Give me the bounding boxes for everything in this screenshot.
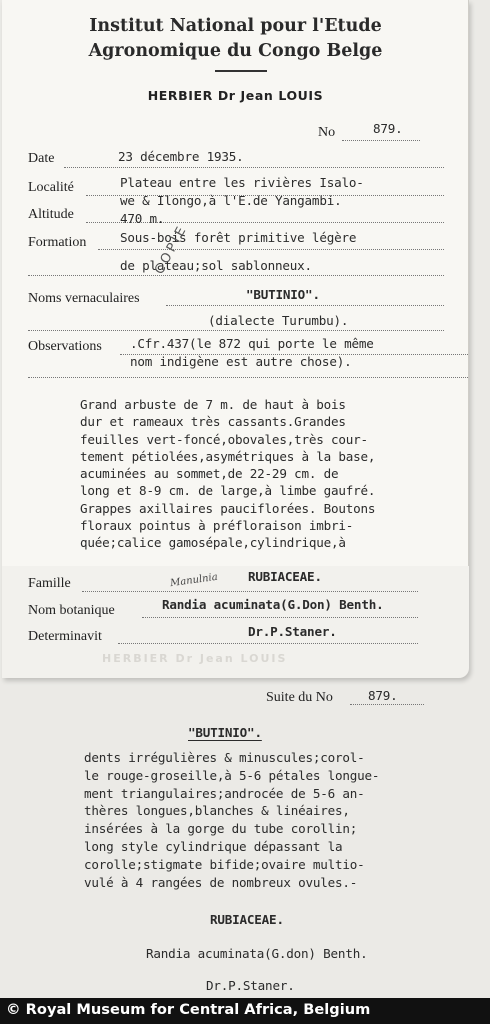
continuation-determinavit: Dr.P.Staner.	[206, 978, 295, 993]
description-line: Grappes axillaires pauciflorées. Boutons	[80, 500, 376, 516]
formation-dotted-line1	[98, 249, 444, 250]
number-label: No	[318, 125, 336, 140]
date-label: Date	[28, 151, 55, 166]
vernacular-dotted-line1	[166, 305, 444, 306]
institution-name-line2: Agronomique du Congo Belge	[88, 41, 383, 61]
number-value: 879.	[373, 121, 403, 136]
determinavit-dotted-line	[118, 643, 418, 644]
continuation-line: vulé à 4 rangées de nombreux ovules.-	[84, 874, 358, 890]
formation-value-line2: de plateau;sol sablonneux.	[120, 258, 312, 273]
continuation-line: le rouge-groseille,à 5-6 pétales longue-	[84, 767, 380, 783]
number-dotted-line	[342, 140, 420, 141]
locality-value-line1: Plateau entre les rivières Isalo-	[120, 175, 364, 190]
description-line: dur et rameaux très cassants.Grandes	[80, 414, 346, 430]
observations-value-line2: nom indigène est autre chose).	[130, 354, 352, 369]
continuation-line: thères longues,blanches & linéaires,	[84, 803, 350, 819]
family-dotted-line	[82, 591, 418, 592]
continuation-line: insérées à la gorge du tube corollin;	[84, 821, 358, 837]
continuation-paragraph	[84, 750, 379, 892]
determinavit-label: Determinavit	[28, 629, 102, 644]
date-value: 23 décembre 1935.	[118, 149, 244, 164]
continuation-heading: "BUTINIO".	[188, 725, 262, 740]
description-line: quée;calice gamosépale,cylindrique,à	[80, 535, 346, 551]
copie-stamp: COPIE	[152, 222, 191, 278]
locality-value-line2: we & Ilongo,à l'E.de Yangambi.	[120, 193, 342, 208]
observations-value-line1: .Cfr.437(le 872 qui porte le même	[130, 336, 374, 351]
vernacular-label: Noms vernaculaires	[28, 291, 140, 306]
suite-label: Suite du No	[266, 690, 333, 705]
description-line: floraux pointus à préfloraison imbri-	[80, 518, 354, 534]
continuation-botanical-name: Randia acuminata(G.don) Benth.	[146, 946, 368, 961]
copyright-text: © Royal Museum for Central Africa, Belgium	[6, 1001, 371, 1018]
botanical-name-value: Randia acuminata(G.Don) Benth.	[162, 597, 384, 612]
continuation-line: long style cylindrique dépassant la	[84, 838, 343, 854]
continuation-line: corolle;stigmate bifide;ovaire multio-	[84, 856, 365, 872]
observations-label: Observations	[28, 339, 102, 354]
altitude-label: Altitude	[28, 207, 74, 222]
suite-dotted-line	[350, 704, 424, 705]
ghost-show-through-text: HERBIER Dr Jean LOUIS	[102, 652, 288, 665]
family-label: Famille	[28, 576, 71, 591]
family-value: RUBIACEAE.	[248, 569, 322, 584]
handwritten-note: Manulnia	[169, 571, 219, 590]
determinavit-value: Dr.P.Staner.	[248, 624, 337, 639]
vernacular-dotted-line2	[28, 330, 444, 331]
description-line: feuilles vert-foncé,obovales,très cour-	[80, 431, 368, 447]
formation-label: Formation	[28, 235, 87, 250]
title-rule	[215, 70, 267, 72]
description-paragraph	[80, 397, 375, 553]
suite-number: 879.	[368, 688, 398, 703]
botanical-name-label: Nom botanique	[28, 603, 115, 618]
herbarium-name: HERBIER Dr Jean LOUIS	[147, 88, 324, 103]
altitude-value: 470 m.	[120, 211, 165, 226]
continuation-line: dents irrégulières & minuscules;corol-	[84, 750, 365, 765]
copyright-footer	[0, 998, 490, 1024]
botanical-name-dotted-line	[142, 617, 418, 618]
formation-dotted-line2	[28, 275, 444, 276]
vernacular-value-line1: "BUTINIO".	[246, 287, 320, 302]
formation-value-line1: Sous-bois forêt primitive légère	[120, 230, 357, 245]
continuation-family: RUBIACEAE.	[210, 912, 284, 927]
observations-dotted-line2	[28, 377, 468, 378]
date-dotted-line	[64, 167, 444, 168]
institution-name-line1: Institut National pour l'Etude	[89, 16, 382, 36]
description-line: long et 8-9 cm. de large,à limbe gaufré.	[80, 483, 376, 499]
description-line: acuminées au sommet,de 22-29 cm. de	[80, 466, 339, 482]
vernacular-value-line2: (dialecte Turumbu).	[208, 313, 349, 328]
herbarium-label-card	[2, 0, 469, 678]
description-line: tement pétiolées,asymétriques à la base,	[80, 448, 376, 464]
locality-label: Localité	[28, 180, 74, 195]
continuation-line: ment triangulaires;androcée de 5-6 an-	[84, 785, 365, 801]
description-line: Grand arbuste de 7 m. de haut à bois	[80, 397, 346, 412]
